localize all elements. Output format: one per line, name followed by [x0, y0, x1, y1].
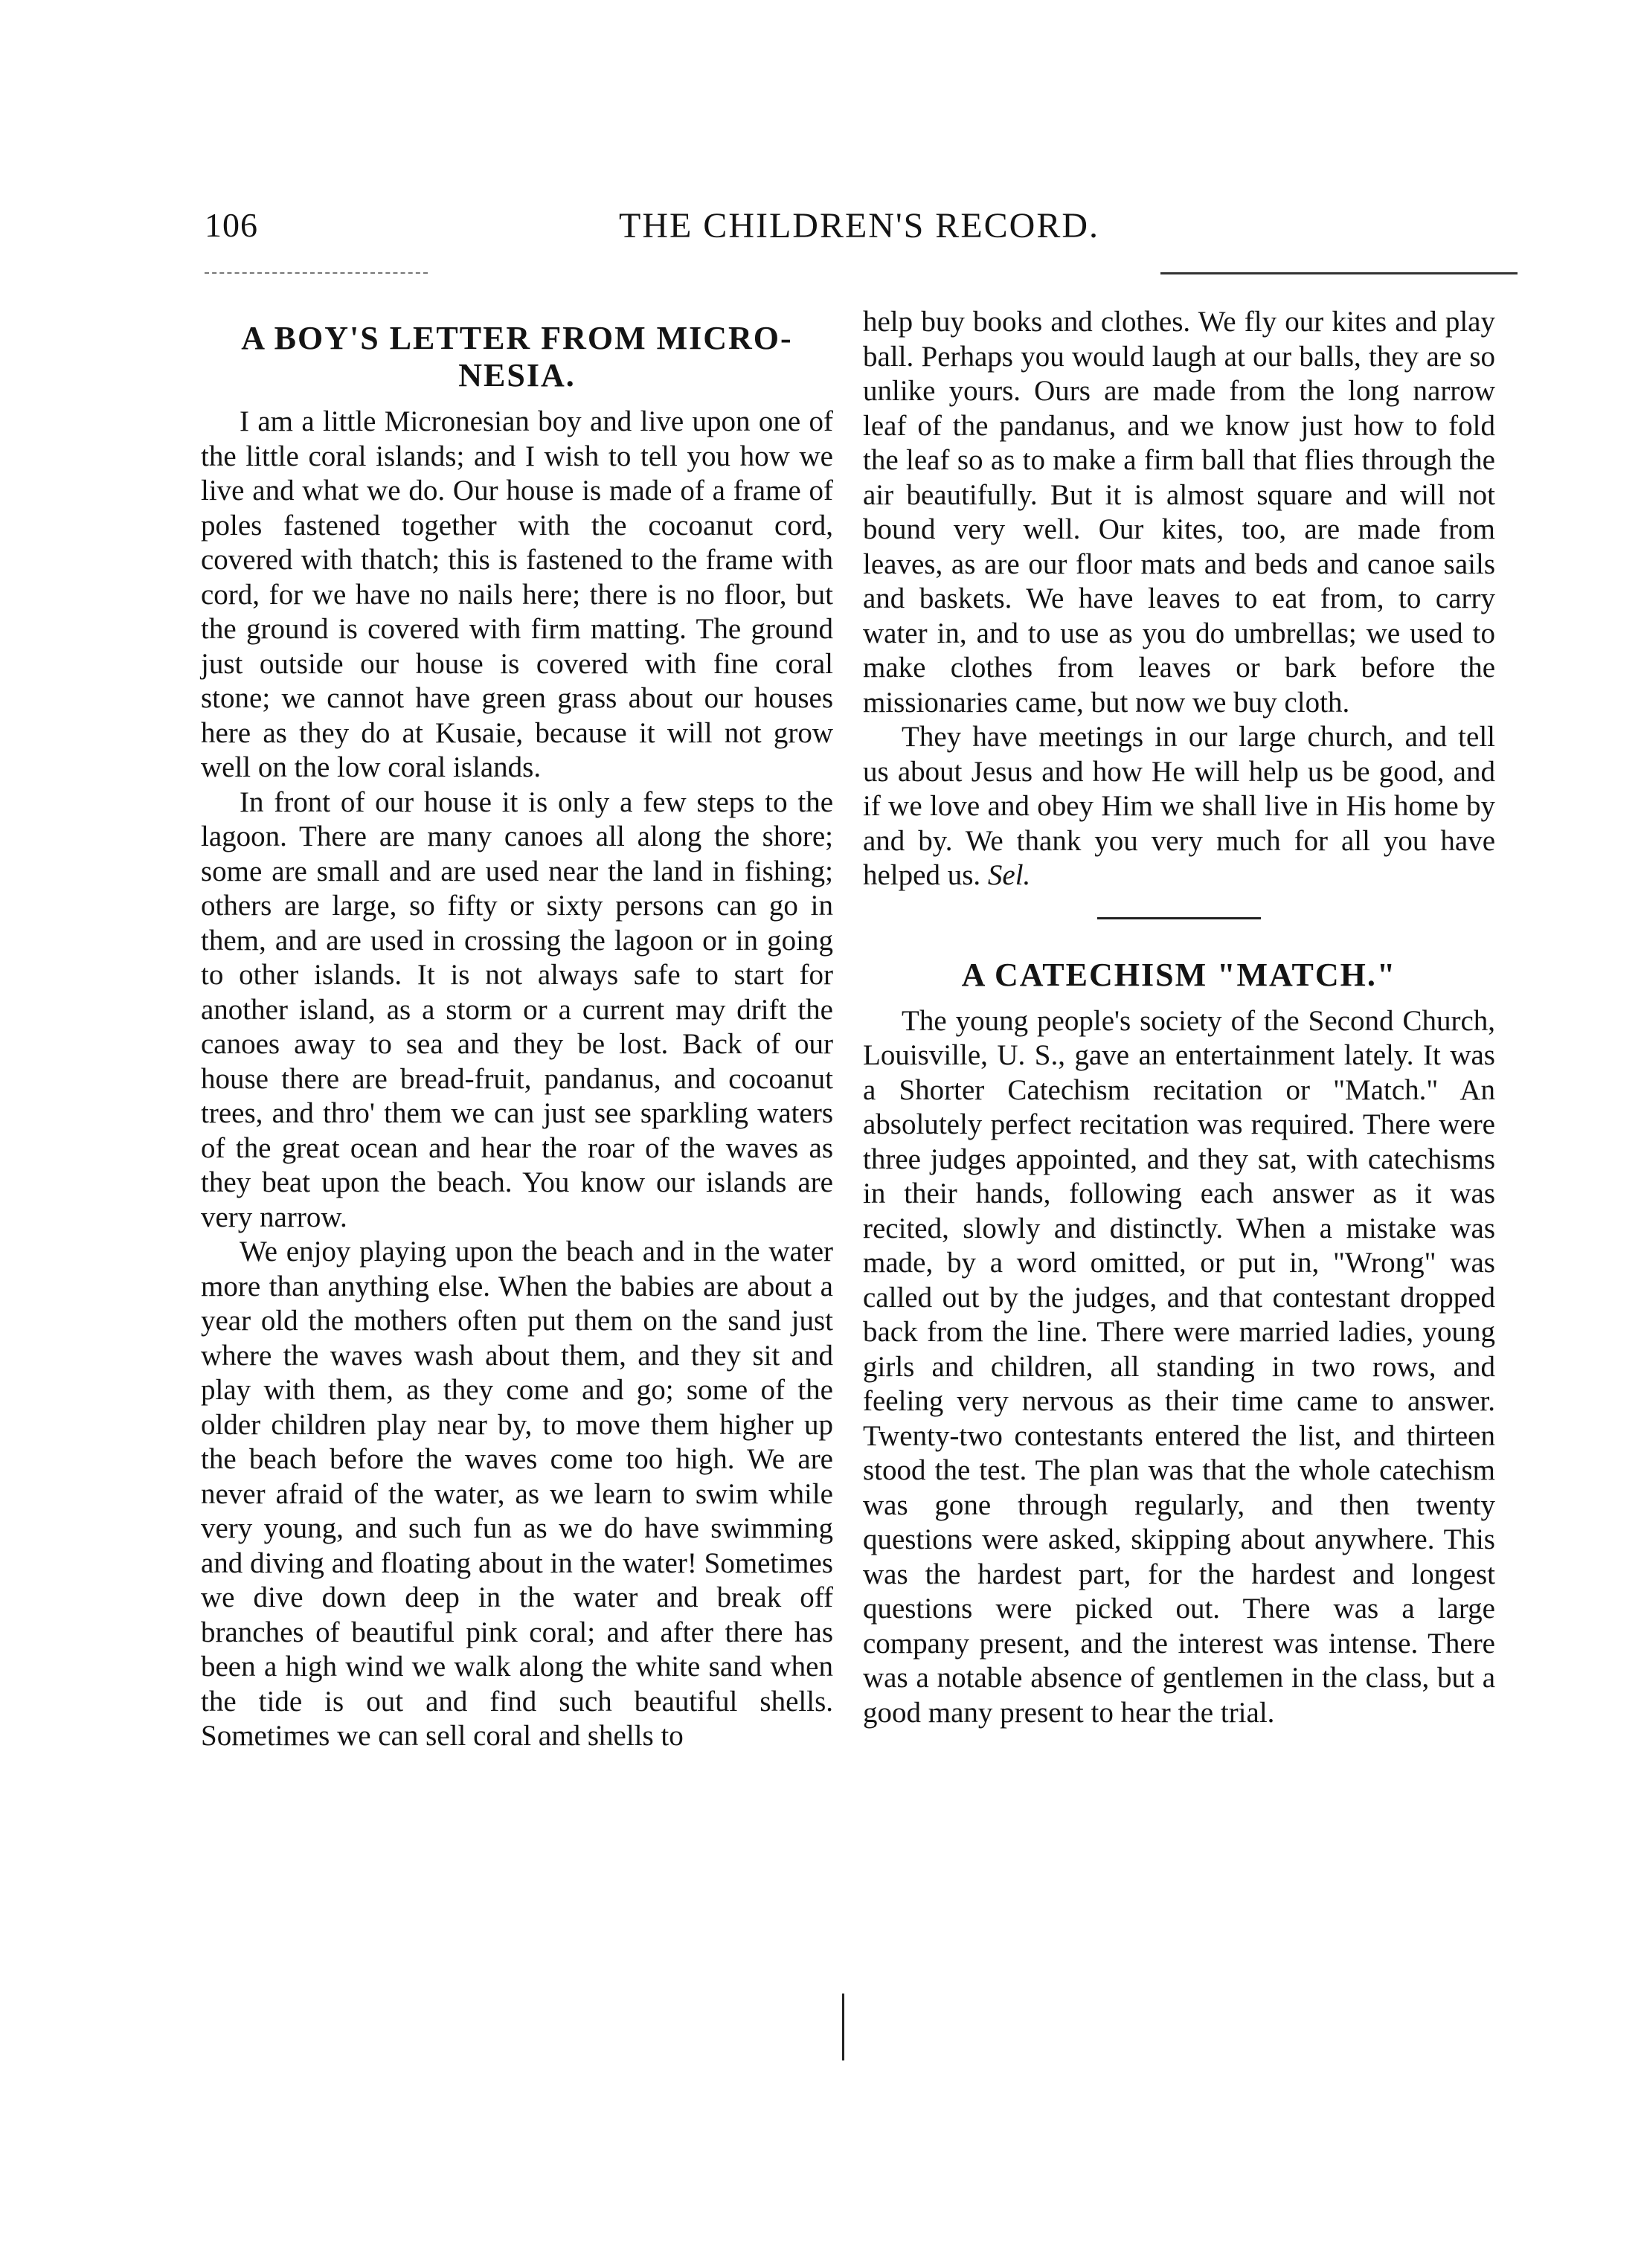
- article-separator: [1097, 917, 1261, 919]
- article-title: [201, 320, 833, 394]
- article-catechism-match: [863, 957, 1495, 1731]
- article-title-line: NESIA.: [458, 357, 576, 393]
- article-title-line: A BOY'S LETTER FROM MICRO-: [241, 320, 793, 356]
- article-paragraph: In front of our house it is only a few steps to the lagoon. There are many canoes all along the shore; some are small and are used near the land in fishing; others are large, so fifty or sixty persons can go in them, and are used in crossing the lagoon or in going to other islands. It is not always safe to start for another island, as a storm or a current may drift the canoes away to sea and they be lost. Back of our house there are bread-fruit, pandanus, and cocoanut trees, and thro' them we can just see sparkling waters of the great ocean and hear the roar of the waves as they beat upon the beach. You know our islands are very narrow.: [201, 786, 833, 1233]
- header-rule-right: [1160, 272, 1518, 274]
- article-paragraph: [863, 720, 1495, 893]
- article-paragraph: We enjoy playing upon the beach and in the water more than anything else. When the babies are about a year old the mothers often put them on the sand just where the waves wash about them, and they sit and play with them, as they come and go; some of the older children play near by, to move them higher up the beach before the waves come too high. We are never afraid of the water, as we learn to swim while very young, and such fun as we do have swimming and diving and floating about in the water! Sometimes we dive down deep in the water and break off branches of beautiful pink coral; and after there has been a high wind we walk along the white sand when the tide is out and find such beautiful shells. Sometimes we can sell coral and shells to: [201, 1236, 833, 1752]
- left-column: [201, 305, 833, 1754]
- page-number: 106: [205, 206, 258, 244]
- article-title: [863, 957, 1495, 994]
- article-boys-letter-continued: [863, 305, 1495, 893]
- article-paragraph-text: They have meetings in our large church, and tell us about Jesus and how He will help us be good, and if we love and obey Him we shall live in His home by and by. We thank you very much for all you have helped us.: [863, 721, 1495, 891]
- article-paragraph-continued: help buy books and clothes. We fly our kites and play ball. Perhaps you would laugh at our balls, they are so unlike yours. Ours are made from the long narrow leaf of the pandanus, and we know just how to fold the leaf so as to make a firm ball that flies through the air beautifully. But it is almost square and will not bound very well. Our kites, too, are made from leaves, as are our floor mats and beds and canoe sails and baskets. We have leaves to eat from, to carry water in, and to use as you do umbrellas; we used to make clothes from leaves or bark before the missionaries came, but now we buy cloth.: [863, 306, 1495, 719]
- article-signature: Sel.: [987, 859, 1031, 891]
- journal-title: THE CHILDREN'S RECORD.: [619, 206, 1099, 245]
- column-divider: [842, 1994, 844, 2060]
- right-column: [863, 305, 1495, 1730]
- article-boys-letter: [201, 320, 833, 1754]
- article-title-line: A CATECHISM "MATCH.": [961, 956, 1397, 993]
- header-rule-left: [205, 272, 428, 274]
- article-paragraph: The young people's society of the Second Church, Louisville, U. S., gave an entertainment lately. It was a Shorter Catechism recitation or "Match." An absolutely perfect recitation was required. There were three judges appointed, and they sat, with catechisms in their hands, following each answer as it was recited, slowly and distinctly. When a mistake was made, by a word omitted, or put in, "Wrong" was called out by the judges, and that contestant dropped back from the line. There were married ladies, young girls and children, all standing in two rows, and feeling very nervous as their time came to answer. Twenty-two contestants entered the list, and thirteen stood the test. The plan was that the whole catechism was gone through regularly, and then twenty questions were asked, skipping about anywhere. This was the hardest part, for the hardest and longest questions were picked out. There was a large company present, and the interest was intense. There was a notable absence of gentlemen in the class, but a good many present to hear the trial.: [863, 1004, 1495, 1729]
- article-paragraph: I am a little Micronesian boy and live upon one of the little coral islands; and I wish to tell you how we live and what we do. Our house is made of a frame of poles fastened together with the cocoanut cord, covered with thatch; this is fastened to the frame with cord, for we have no nails here; there is no floor, but the ground is covered with firm matting. The ground just outside our house is covered with fine coral stone; we cannot have green grass about our houses here as they do at Kusaie, because it will not grow well on the low coral islands.: [201, 405, 833, 783]
- page-header: [205, 205, 1514, 272]
